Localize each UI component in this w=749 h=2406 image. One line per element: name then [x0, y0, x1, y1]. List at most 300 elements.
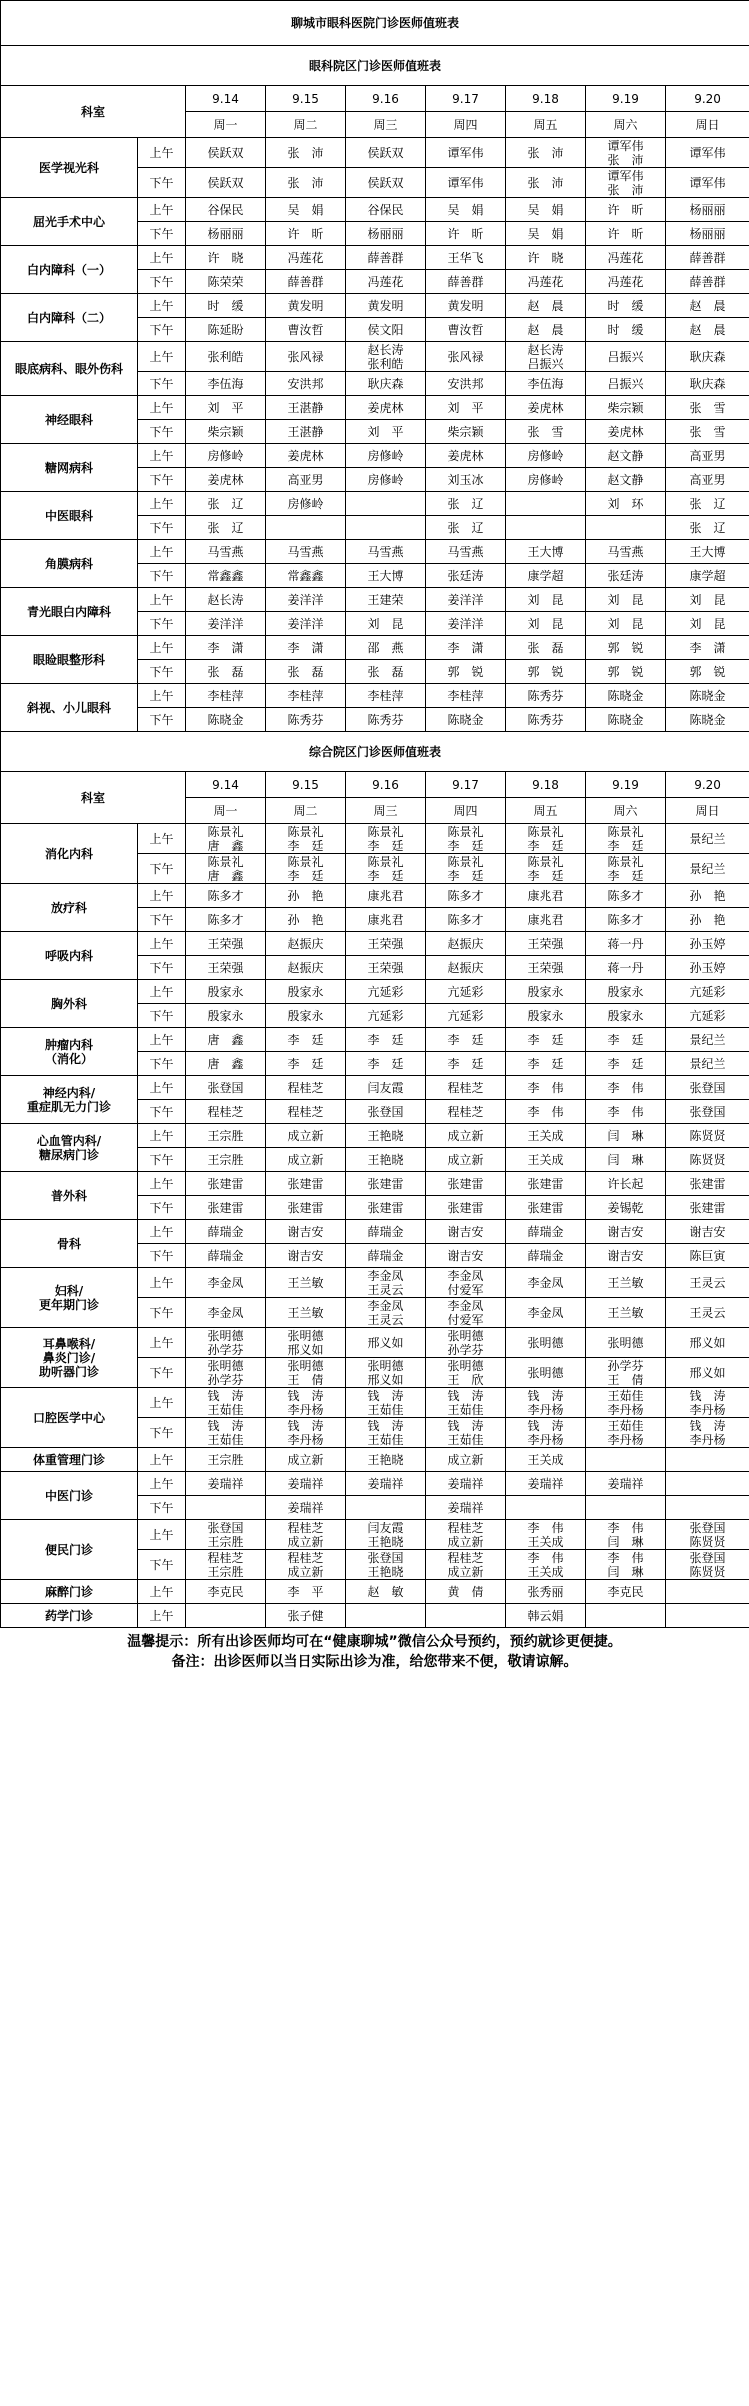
doctor-cell: 李金凤 王灵云	[346, 1268, 426, 1298]
doctor-cell: 王大博	[506, 540, 586, 564]
doctor-cell: 殷家永	[586, 1004, 666, 1028]
doctor-cell: 李克民	[186, 1580, 266, 1604]
doctor-cell: 陈秀芬	[506, 708, 586, 732]
doctor-cell: 王湛静	[266, 420, 346, 444]
doctor-cell: 韩云娟	[506, 1604, 586, 1628]
doctor-cell	[506, 1496, 586, 1520]
date-cell: 9.20	[666, 772, 749, 798]
doctor-cell: 马雪燕	[346, 540, 426, 564]
doctor-cell: 李金凤	[506, 1268, 586, 1298]
weekday-cell: 周一	[186, 798, 266, 824]
doctor-cell: 张登国	[186, 1076, 266, 1100]
doctor-cell: 张 磊	[506, 636, 586, 660]
doctor-cell: 王大博	[666, 540, 749, 564]
doctor-cell: 高亚男	[666, 444, 749, 468]
doctor-cell: 张明德 孙学芬	[426, 1328, 506, 1358]
doctor-cell: 马雪燕	[266, 540, 346, 564]
dept-name: 心血管内科/ 糖尿病门诊	[1, 1124, 138, 1172]
doctor-cell: 蒋一丹	[586, 956, 666, 980]
table-row	[1, 246, 749, 270]
doctor-cell: 姜瑞祥	[426, 1472, 506, 1496]
dept-name: 糖网病科	[1, 444, 138, 492]
doctor-cell: 陈景礼 李 廷	[346, 824, 426, 854]
doctor-cell: 王荣强	[506, 932, 586, 956]
doctor-cell: 耿庆森	[666, 372, 749, 396]
date-cell: 9.18	[506, 772, 586, 798]
doctor-cell: 张建雷	[426, 1196, 506, 1220]
doctor-cell: 殷家永	[506, 1004, 586, 1028]
shift-label: 下午	[138, 956, 186, 980]
date-cell: 9.17	[426, 772, 506, 798]
doctor-cell: 钱 涛 王茹佳	[186, 1418, 266, 1448]
doctor-cell: 姜瑞祥	[506, 1472, 586, 1496]
doctor-cell: 成立新	[426, 1124, 506, 1148]
doctor-cell: 邢义如	[346, 1328, 426, 1358]
doctor-cell: 李金凤 付爱军	[426, 1268, 506, 1298]
doctor-cell: 谢吉安	[426, 1244, 506, 1268]
shift-label: 下午	[138, 1244, 186, 1268]
doctor-cell: 李金凤	[186, 1268, 266, 1298]
table-row	[1, 1580, 749, 1604]
shift-label: 上午	[138, 1580, 186, 1604]
doctor-cell	[586, 1448, 666, 1472]
doctor-cell: 陈贤贤	[666, 1148, 749, 1172]
doctor-cell: 李 伟 闫 琳	[586, 1520, 666, 1550]
doctor-cell: 张 雪	[666, 420, 749, 444]
table-row	[1, 342, 749, 372]
doctor-cell: 吴 娟	[506, 198, 586, 222]
doctor-cell: 李 廷	[586, 1028, 666, 1052]
doctor-cell: 薛瑞金	[506, 1220, 586, 1244]
doctor-cell: 殷家永	[266, 980, 346, 1004]
doctor-cell: 郭 锐	[426, 660, 506, 684]
doctor-cell: 冯莲花	[346, 270, 426, 294]
doctor-cell: 黄发明	[426, 294, 506, 318]
doctor-cell: 张建雷	[346, 1172, 426, 1196]
doctor-cell: 张明德	[506, 1358, 586, 1388]
doctor-cell: 谭军伟	[426, 168, 506, 198]
doctor-cell: 赵长涛	[186, 588, 266, 612]
dept-name: 妇科/ 更年期门诊	[1, 1268, 138, 1328]
doctor-cell: 钱 涛 王茹佳	[426, 1388, 506, 1418]
table-row	[1, 588, 749, 612]
doctor-cell	[666, 1472, 749, 1496]
shift-label: 下午	[138, 516, 186, 540]
table-row	[1, 444, 749, 468]
doctor-cell: 王兰敏	[586, 1268, 666, 1298]
doctor-cell: 陈景礼 李 廷	[426, 854, 506, 884]
doctor-cell: 李 廷	[266, 1028, 346, 1052]
doctor-cell: 钱 涛 李丹杨	[266, 1418, 346, 1448]
doctor-cell: 孙 艳	[266, 908, 346, 932]
doctor-cell: 房修岭	[186, 444, 266, 468]
doctor-cell: 耿庆森	[346, 372, 426, 396]
doctor-cell: 张建雷	[426, 1172, 506, 1196]
shift-label: 下午	[138, 1418, 186, 1448]
shift-label: 上午	[138, 884, 186, 908]
doctor-cell: 薛瑞金	[186, 1220, 266, 1244]
doctor-cell: 景纪兰	[666, 824, 749, 854]
dept-name: 眼底病科、眼外伤科	[1, 342, 138, 396]
doctor-cell: 闫友霞 王艳晓	[346, 1520, 426, 1550]
table-row	[1, 1388, 749, 1418]
doctor-cell: 王艳晓	[346, 1124, 426, 1148]
doctor-cell: 张建雷	[266, 1196, 346, 1220]
weekday-cell: 周六	[586, 798, 666, 824]
doctor-cell: 姜虎林	[426, 444, 506, 468]
doctor-cell: 张建雷	[666, 1196, 749, 1220]
shift-label: 上午	[138, 1388, 186, 1418]
doctor-cell: 谷保民	[346, 198, 426, 222]
doctor-cell: 王茹佳 李丹杨	[586, 1418, 666, 1448]
doctor-cell: 姜洋洋	[426, 612, 506, 636]
doctor-cell: 吕振兴	[586, 372, 666, 396]
doctor-cell: 李 廷	[506, 1028, 586, 1052]
doctor-cell: 陈景礼 李 廷	[426, 824, 506, 854]
shift-label: 上午	[138, 1472, 186, 1496]
doctor-cell: 邢义如	[666, 1358, 749, 1388]
doctor-cell: 陈多才	[426, 884, 506, 908]
table-row	[1, 294, 749, 318]
doctor-cell: 亢延彩	[346, 1004, 426, 1028]
dept-name: 青光眼白内障科	[1, 588, 138, 636]
doctor-cell: 钱 涛 王茹佳	[346, 1418, 426, 1448]
table-row	[1, 1076, 749, 1100]
dept-name: 斜视、小儿眼科	[1, 684, 138, 732]
doctor-cell: 张风禄	[266, 342, 346, 372]
doctor-cell: 程桂芝	[266, 1076, 346, 1100]
doctor-cell: 李金凤 付爱军	[426, 1298, 506, 1328]
doctor-cell	[506, 516, 586, 540]
doctor-cell: 吴 娟	[266, 198, 346, 222]
table-row	[1, 1604, 749, 1628]
shift-label: 上午	[138, 246, 186, 270]
doctor-cell: 钱 涛 李丹杨	[666, 1388, 749, 1418]
doctor-cell: 张明德	[586, 1328, 666, 1358]
shift-label: 下午	[138, 1298, 186, 1328]
doctor-cell: 殷家永	[186, 980, 266, 1004]
doctor-cell: 陈景礼 李 廷	[506, 824, 586, 854]
table-row	[1, 980, 749, 1004]
doctor-cell: 谭军伟 张 沛	[586, 168, 666, 198]
doctor-cell: 高亚男	[266, 468, 346, 492]
doctor-cell: 姜瑞祥	[426, 1496, 506, 1520]
doctor-cell: 王宗胜	[186, 1148, 266, 1172]
doctor-cell	[666, 1580, 749, 1604]
shift-label: 下午	[138, 1550, 186, 1580]
doctor-cell: 亢延彩	[426, 980, 506, 1004]
shift-label: 上午	[138, 1076, 186, 1100]
doctor-cell: 赵 晨	[506, 318, 586, 342]
doctor-cell: 黄发明	[346, 294, 426, 318]
doctor-cell: 陈贤贤	[666, 1124, 749, 1148]
doctor-cell: 赵振庆	[266, 932, 346, 956]
table-row	[1, 824, 749, 854]
table-row	[1, 1472, 749, 1496]
dept-name: 耳鼻喉科/ 鼻炎门诊/ 助听器门诊	[1, 1328, 138, 1388]
doctor-cell: 陈巨寅	[666, 1244, 749, 1268]
doctor-cell: 王荣强	[346, 956, 426, 980]
doctor-cell: 柴宗颖	[186, 420, 266, 444]
shift-label: 下午	[138, 168, 186, 198]
doctor-cell: 侯文阳	[346, 318, 426, 342]
doctor-cell: 李 廷	[426, 1028, 506, 1052]
doctor-cell: 张登国 陈贤贤	[666, 1550, 749, 1580]
doctor-cell: 刘 昆	[506, 588, 586, 612]
doctor-cell: 姜锡乾	[586, 1196, 666, 1220]
doctor-cell: 张 辽	[186, 492, 266, 516]
dept-name: 神经眼科	[1, 396, 138, 444]
doctor-cell: 张登国	[666, 1076, 749, 1100]
doctor-cell: 张明德 王 倩	[266, 1358, 346, 1388]
shift-label: 下午	[138, 908, 186, 932]
dept-name: 肿瘤内科 （消化）	[1, 1028, 138, 1076]
shift-label: 下午	[138, 420, 186, 444]
doctor-cell: 赵振庆	[426, 932, 506, 956]
weekday-cell: 周六	[586, 112, 666, 138]
doctor-cell: 姜虎林	[506, 396, 586, 420]
shift-label: 下午	[138, 708, 186, 732]
doctor-cell: 程桂芝	[426, 1076, 506, 1100]
dept-name: 便民门诊	[1, 1520, 138, 1580]
doctor-cell: 柴宗颖	[426, 420, 506, 444]
doctor-cell: 张 辽	[186, 516, 266, 540]
weekday-cell: 周二	[266, 112, 346, 138]
section-title: 综合院区门诊医师值班表	[1, 732, 749, 772]
doctor-cell: 薛善群	[666, 246, 749, 270]
doctor-cell: 李 伟	[586, 1076, 666, 1100]
doctor-cell	[666, 1604, 749, 1628]
shift-label: 上午	[138, 1448, 186, 1472]
doctor-cell: 王灵云	[666, 1298, 749, 1328]
doctor-cell: 姜虎林	[346, 396, 426, 420]
doctor-cell: 李桂萍	[266, 684, 346, 708]
doctor-cell: 王灵云	[666, 1268, 749, 1298]
doctor-cell: 亢延彩	[666, 1004, 749, 1028]
doctor-cell: 孙 艳	[666, 908, 749, 932]
doctor-cell: 张建雷	[666, 1172, 749, 1196]
table-row	[1, 884, 749, 908]
doctor-cell: 时 缓	[586, 294, 666, 318]
doctor-cell: 陈景礼 李 廷	[586, 854, 666, 884]
doctor-cell: 陈秀芬	[506, 684, 586, 708]
doctor-cell: 李伍海	[186, 372, 266, 396]
table-row	[1, 198, 749, 222]
doctor-cell: 冯莲花	[266, 246, 346, 270]
doctor-cell: 景纪兰	[666, 854, 749, 884]
doctor-cell: 李金凤 王灵云	[346, 1298, 426, 1328]
doctor-cell: 安洪邦	[266, 372, 346, 396]
doctor-cell: 钱 涛 李丹杨	[506, 1418, 586, 1448]
doctor-cell: 康兆君	[346, 884, 426, 908]
doctor-cell: 陈多才	[586, 884, 666, 908]
weekday-cell: 周五	[506, 798, 586, 824]
doctor-cell: 刘玉冰	[426, 468, 506, 492]
doctor-cell: 黄 倩	[426, 1580, 506, 1604]
doctor-cell: 李 廷	[586, 1052, 666, 1076]
doctor-cell: 房修岭	[266, 492, 346, 516]
table-row	[1, 396, 749, 420]
shift-label: 下午	[138, 318, 186, 342]
doctor-cell	[346, 492, 426, 516]
doctor-cell: 王兰敏	[266, 1298, 346, 1328]
doctor-cell: 房修岭	[346, 468, 426, 492]
doctor-cell: 赵 晨	[506, 294, 586, 318]
dept-name: 白内障科（一）	[1, 246, 138, 294]
table-row	[1, 636, 749, 660]
doctor-cell: 马雪燕	[426, 540, 506, 564]
doctor-cell: 孙玉婷	[666, 932, 749, 956]
doctor-cell: 张建雷	[186, 1196, 266, 1220]
dept-name: 普外科	[1, 1172, 138, 1220]
doctor-cell: 成立新	[426, 1148, 506, 1172]
doctor-cell: 张利皓	[186, 342, 266, 372]
doctor-cell: 张 雪	[666, 396, 749, 420]
doctor-cell: 曹汝哲	[266, 318, 346, 342]
doctor-cell: 许长起	[586, 1172, 666, 1196]
doctor-cell: 陈秀芬	[346, 708, 426, 732]
doctor-cell: 张 磊	[186, 660, 266, 684]
doctor-cell: 程桂芝	[426, 1100, 506, 1124]
doctor-cell: 耿庆森	[666, 342, 749, 372]
doctor-cell: 冯莲花	[586, 246, 666, 270]
shift-label: 下午	[138, 854, 186, 884]
doctor-cell: 张建雷	[506, 1196, 586, 1220]
shift-label: 上午	[138, 342, 186, 372]
doctor-cell: 孙学芬 王 倩	[586, 1358, 666, 1388]
weekday-cell: 周一	[186, 112, 266, 138]
doctor-cell	[186, 1604, 266, 1628]
doctor-cell: 闫友霞	[346, 1076, 426, 1100]
shift-label: 上午	[138, 1268, 186, 1298]
dept-header: 科室	[1, 86, 186, 138]
doctor-cell: 谷保民	[186, 198, 266, 222]
shift-label: 下午	[138, 270, 186, 294]
table-row	[1, 1268, 749, 1298]
doctor-cell: 钱 涛 王茹佳	[346, 1388, 426, 1418]
doctor-cell: 殷家永	[266, 1004, 346, 1028]
doctor-cell: 薛瑞金	[346, 1220, 426, 1244]
doctor-cell	[586, 516, 666, 540]
dept-name: 中医眼科	[1, 492, 138, 540]
doctor-cell: 李 潇	[266, 636, 346, 660]
doctor-cell: 张明德 邢义如	[346, 1358, 426, 1388]
doctor-cell: 赵振庆	[426, 956, 506, 980]
doctor-cell: 程桂芝 成立新	[266, 1550, 346, 1580]
weekday-cell: 周二	[266, 798, 346, 824]
doctor-cell: 陈景礼 李 廷	[506, 854, 586, 884]
table-row	[1, 1124, 749, 1148]
shift-label: 下午	[138, 372, 186, 396]
doctor-cell: 程桂芝 王宗胜	[186, 1550, 266, 1580]
dept-name: 麻醉门诊	[1, 1580, 138, 1604]
doctor-cell: 闫 琳	[586, 1148, 666, 1172]
doctor-cell: 李 伟	[506, 1100, 586, 1124]
doctor-cell: 孙 艳	[666, 884, 749, 908]
doctor-cell: 李 潇	[666, 636, 749, 660]
doctor-cell: 刘 平	[426, 396, 506, 420]
date-cell: 9.19	[586, 86, 666, 112]
doctor-cell: 柴宗颖	[586, 396, 666, 420]
doctor-cell: 许 晓	[186, 246, 266, 270]
doctor-cell: 陈景礼 唐 鑫	[186, 854, 266, 884]
doctor-cell: 李桂萍	[426, 684, 506, 708]
doctor-cell: 李 廷	[506, 1052, 586, 1076]
doctor-cell: 刘 昆	[346, 612, 426, 636]
doctor-cell: 陈多才	[186, 884, 266, 908]
doctor-cell: 姜洋洋	[186, 612, 266, 636]
doctor-cell: 张登国 陈贤贤	[666, 1520, 749, 1550]
doctor-cell: 陈多才	[426, 908, 506, 932]
dept-header: 科室	[1, 772, 186, 824]
shift-label: 下午	[138, 564, 186, 588]
doctor-cell: 马雪燕	[186, 540, 266, 564]
doctor-cell: 姜瑞祥	[266, 1472, 346, 1496]
doctor-cell: 谢吉安	[266, 1244, 346, 1268]
doctor-cell: 谢吉安	[586, 1220, 666, 1244]
dept-name: 呼吸内科	[1, 932, 138, 980]
date-cell: 9.20	[666, 86, 749, 112]
doctor-cell: 张登国	[666, 1100, 749, 1124]
doctor-cell: 姜洋洋	[426, 588, 506, 612]
doctor-cell: 杨丽丽	[666, 222, 749, 246]
date-cell: 9.16	[346, 772, 426, 798]
doctor-cell: 张登国 王艳晓	[346, 1550, 426, 1580]
shift-label: 上午	[138, 1124, 186, 1148]
doctor-cell	[506, 492, 586, 516]
shift-label: 上午	[138, 824, 186, 854]
doctor-cell: 王兰敏	[586, 1298, 666, 1328]
doctor-cell: 景纪兰	[666, 1028, 749, 1052]
doctor-cell: 郭 锐	[586, 636, 666, 660]
doctor-cell: 冯莲花	[586, 270, 666, 294]
doctor-cell: 姜虎林	[266, 444, 346, 468]
doctor-cell: 李伍海	[506, 372, 586, 396]
doctor-cell: 张廷涛	[586, 564, 666, 588]
doctor-cell: 程桂芝 成立新	[426, 1520, 506, 1550]
weekday-cell: 周四	[426, 798, 506, 824]
doctor-cell: 吴 娟	[426, 198, 506, 222]
shift-label: 下午	[138, 1148, 186, 1172]
section-title: 眼科院区门诊医师值班表	[1, 46, 749, 86]
shift-label: 下午	[138, 1196, 186, 1220]
doctor-cell: 邢义如	[666, 1328, 749, 1358]
doctor-cell: 王华飞	[426, 246, 506, 270]
dept-name: 消化内科	[1, 824, 138, 884]
doctor-cell: 陈景礼 李 廷	[586, 824, 666, 854]
dept-name: 白内障科（二）	[1, 294, 138, 342]
dept-name: 眼睑眼整形科	[1, 636, 138, 684]
doctor-cell	[346, 1604, 426, 1628]
doctor-cell: 陈晓金	[666, 708, 749, 732]
table-row	[1, 1220, 749, 1244]
doctor-cell: 成立新	[266, 1448, 346, 1472]
doctor-cell	[346, 516, 426, 540]
shift-label: 上午	[138, 588, 186, 612]
doctor-cell: 钱 涛 李丹杨	[506, 1388, 586, 1418]
doctor-cell: 郭 锐	[506, 660, 586, 684]
shift-label: 下午	[138, 612, 186, 636]
doctor-cell: 侯跃双	[186, 168, 266, 198]
shift-label: 上午	[138, 1220, 186, 1244]
date-cell: 9.15	[266, 772, 346, 798]
dept-name: 角膜病科	[1, 540, 138, 588]
doctor-cell: 常鑫鑫	[266, 564, 346, 588]
doctor-cell: 杨丽丽	[186, 222, 266, 246]
shift-label: 上午	[138, 396, 186, 420]
doctor-cell: 张登国	[346, 1100, 426, 1124]
date-cell: 9.14	[186, 772, 266, 798]
